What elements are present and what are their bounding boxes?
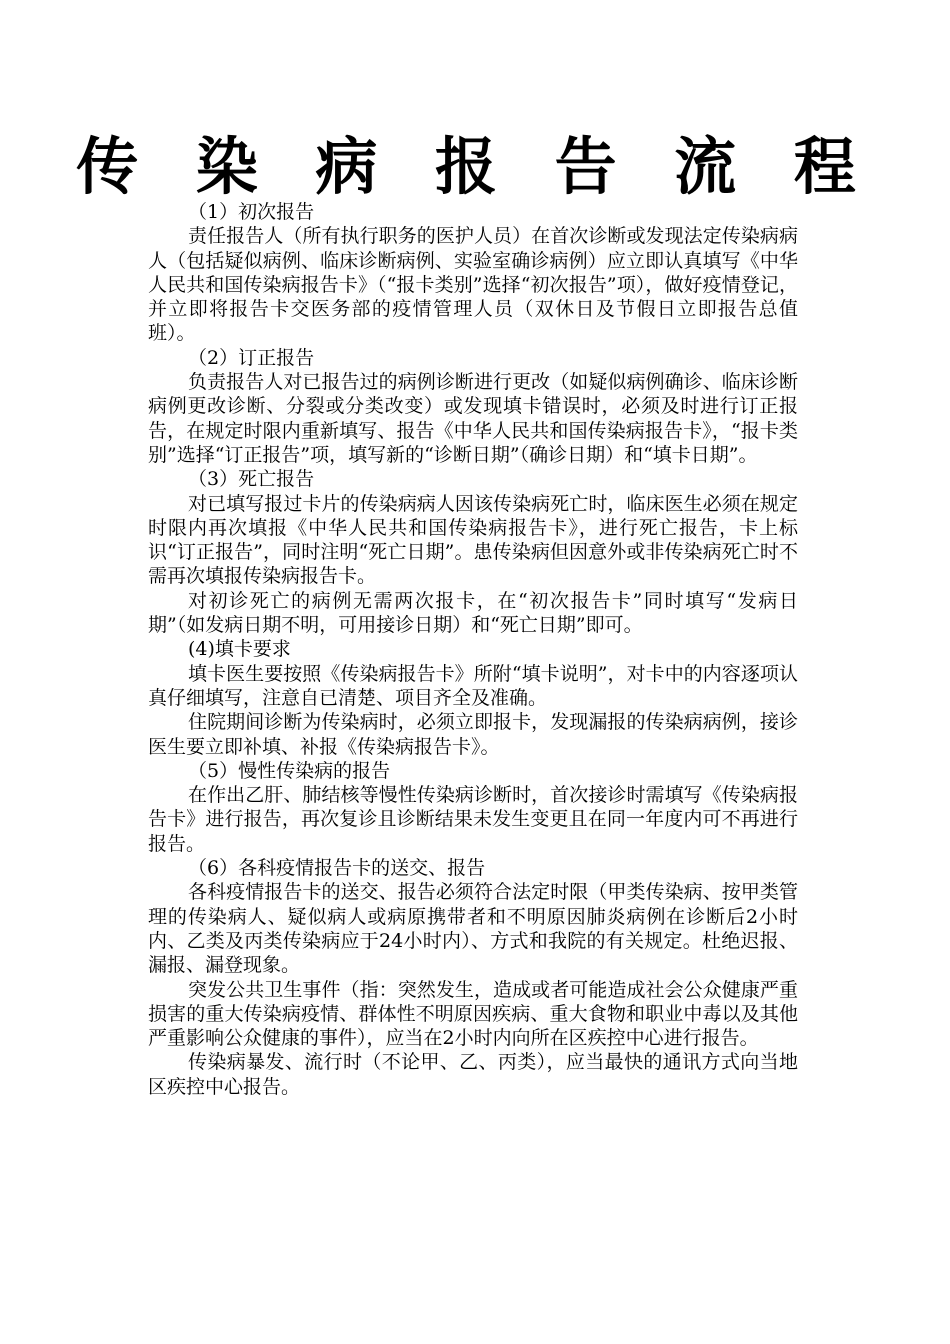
document-body <box>148 200 798 1099</box>
section-heading-death-report: （3）死亡报告 <box>188 468 315 491</box>
paragraph-initial-death: 对初诊死亡的病例无需两次报卡，在“初次报告卡”同时填写“发病日期”（如发病日期不明，可用接诊日期）和“死亡日期”即可。 <box>148 589 798 637</box>
paragraph-inpatient-diagnosis: 住院期间诊断为传染病时，必须立即报卡，发现漏报的传染病病例，接诊医生要立即补填、补报《传染病报告卡》。 <box>148 711 798 758</box>
paragraph-correction-report: 负责报告人对已报告过的病例诊断进行更改（如疑似病例确诊、临床诊断病例更改诊断、分裂或分类改变）或发现填卡错误时，必须及时进行订正报告，在规定时限内重新填写、报告《中华人民共和国传染病报告卡》，“报卡类别”选择“订正报告”项，填写新的“诊断日期”（确诊日期）和“填卡日期”。 <box>148 371 798 466</box>
section-heading-card-requirements: (4)填卡要求 <box>188 638 291 661</box>
paragraph-outbreak-report: 传染病暴发、流行时（不论甲、乙、丙类），应当最快的通讯方式向当地区疾控中心报告。 <box>148 1051 798 1098</box>
paragraph-card-submission: 各科疫情报告卡的送交、报告必须符合法定时限（甲类传染病、按甲类管理的传染病人、疑似病人或病原携带者和不明原因肺炎病例在诊断后2小时内、乙类及丙类传染病应于24小时内）、方式和我院的有关规定。杜绝迟报、漏报、漏登现象。 <box>148 881 798 977</box>
section-heading-correction-report: （2）订正报告 <box>188 346 315 369</box>
paragraph-initial-report: 责任报告人（所有执行职务的医护人员）在首次诊断或发现法定传染病病人（包括疑似病例、临床诊断病例、实验室确诊病例）应立即认真填写《中华人民共和国传染病报告卡》（“报卡类别”选择“初次报告”项），做好疫情登记，并立即将报告卡交医务部的疫情管理人员（双休日及节假日立即报告总值班）。 <box>148 225 798 345</box>
paragraph-card-requirements: 填卡医生要按照《传染病报告卡》所附“填卡说明”，对卡中的内容逐项认真仔细填写，注意自已清楚、项目齐全及准确。 <box>148 662 798 709</box>
paragraph-public-health-event: 突发公共卫生事件（指：突然发生，造成或者可能造成社会公众健康严重损害的重大传染病疫情、群体性不明原因疾病、重大食物和职业中毒以及其他严重影响公众健康的事件），应当在2小时内向所在区疾控中心进行报告。 <box>148 978 798 1050</box>
document-title: 传 染 病 报 告 流 程 <box>76 130 874 203</box>
section-heading-chronic-report: （5）慢性传染病的报告 <box>188 759 391 782</box>
section-heading-card-submission: （6）各科疫情报告卡的送交、报告 <box>188 857 486 880</box>
paragraph-death-report: 对已填写报过卡片的传染病病人因该传染病死亡时，临床医生必须在规定时限内再次填报《中华人民共和国传染病报告卡》，进行死亡报告，卡上标识“订正报告”，同时注明“死亡日期”。患传染病但因意外或非传染病死亡时不需再次填报传染病报告卡。 <box>148 492 798 588</box>
section-heading-initial-report: （1）初次报告 <box>188 201 315 223</box>
paragraph-chronic-report: 在作出乙肝、肺结核等慢性传染病诊断时，首次接诊时需填写《传染病报告卡》进行报告，再次复诊且诊断结果未发生变更且在同一年度内可不再进行报告。 <box>148 784 798 855</box>
